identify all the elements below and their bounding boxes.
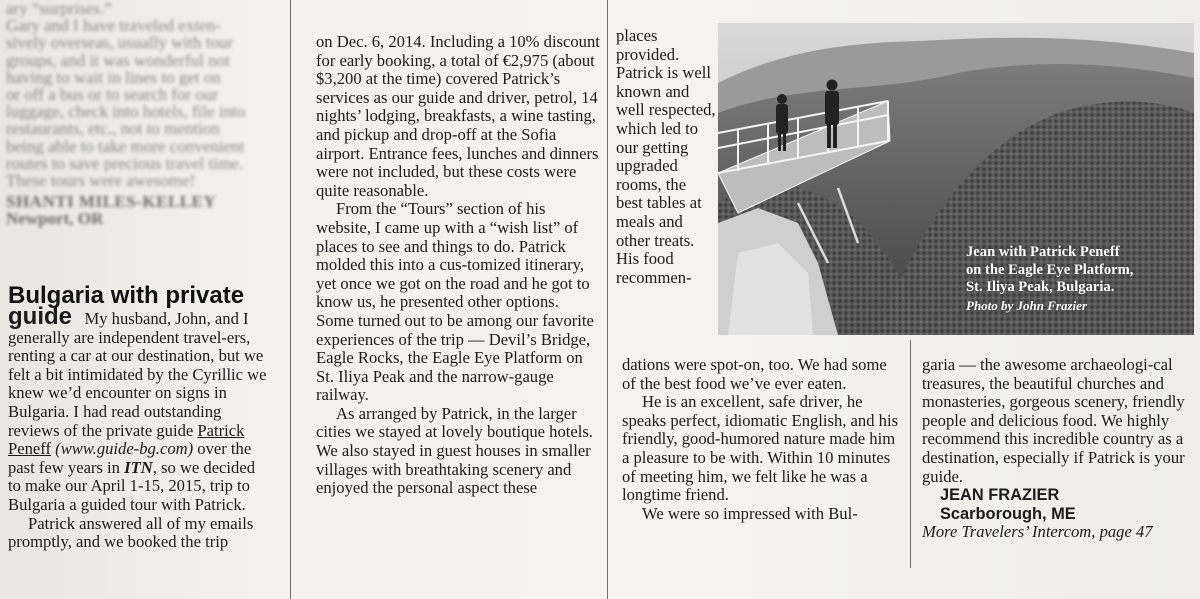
article-photo: [718, 23, 1194, 335]
previous-letter-line: These tours were awesome!: [6, 172, 196, 190]
body-paragraph: From the “Tours” section of his website, I came up with a “wish list” of places to see and things to do. Patrick molded this into a cus-tomized itinerary, yet once we got on the road and he got to know us, he presented other options. Some turned out to be among our favorite experiences of the trip — Devil’s Bridge, Eagle Rocks, the Eagle Eye Platform on St. Iliya Peak and the narrow-gauge railway.: [316, 199, 594, 405]
body-text: , so we decided to make our April 1-15, 2015, trip to Bulgaria a guided tour with Patrick.: [8, 457, 255, 514]
article-column-3: [622, 356, 900, 523]
previous-letter-line: ary “surprises.”: [6, 0, 112, 18]
body-text: My husband, John, and I generally are independent travel-ers, renting a car at our destination, but we felt a bit intimidated by the Cyrillic we knew we’d encounter on signs in Bulgaria. I had read outstanding reviews of the private guide: [8, 309, 267, 440]
photo-credit: Photo by John Frazier: [966, 297, 1087, 313]
previous-signature-location: Newport, OR: [6, 210, 104, 228]
article-headline-continued: guide: [8, 303, 72, 330]
previous-signature-name: SHANTI MILES-KELLEY: [6, 193, 217, 211]
more-link-text: More Travelers’ Intercom, page 47: [922, 522, 1153, 542]
body-paragraph: dations were spot-on, too. We had some of the best food we’ve ever eaten.: [622, 355, 887, 393]
guide-name-link[interactable]: Patrick Peneff: [8, 420, 245, 459]
body-paragraph: As arranged by Patrick, in the larger cities we stayed at lovely boutique hotels. We also stayed in guest houses in smaller villages with breathtaking scenery and enjoyed the personal aspect these: [316, 403, 593, 498]
article-column-1: [8, 283, 270, 552]
previous-letter-line: or off a bus or to search for our: [6, 86, 219, 104]
previous-letter: [6, 0, 278, 228]
caption-line: on the Eagle Eye Platform,: [966, 261, 1134, 278]
body-text: over the past few years in: [8, 439, 252, 477]
body-paragraph: We were so impressed with Bul-: [642, 503, 858, 523]
previous-letter-line: groups, and it was wonderful not: [6, 51, 230, 69]
previous-letter-line: routes to save precious travel time.: [6, 154, 243, 173]
article-column-2: [316, 33, 600, 498]
photo-caption: [966, 244, 1194, 314]
column-divider: [910, 340, 911, 568]
body-paragraph: places provided. Patrick is well known and well respected, which led to our getting upgraded rooms, the best tables at meals and other treats. His food recommen-: [616, 26, 716, 287]
guide-website: (www.guide-bg.com): [55, 439, 194, 459]
previous-letter-line: being able to take more convenient: [6, 137, 245, 155]
article-headline: Bulgaria with private: [8, 282, 245, 309]
caption-line: Jean with Patrick Peneff: [966, 244, 1120, 260]
previous-letter-line: restaurants, etc., not to mention: [6, 120, 220, 138]
signature-name: JEAN FRAZIER: [940, 486, 1060, 505]
magazine-name: ITN: [124, 457, 153, 477]
previous-letter-line: luggage, check into hotels, file into: [6, 103, 246, 121]
signature-location: Scarborough, ME: [940, 504, 1076, 523]
previous-letter-line: sively overseas, usually with tour: [6, 34, 234, 52]
column-divider: [290, 0, 291, 599]
article-column-4: [922, 356, 1194, 542]
body-paragraph: on Dec. 6, 2014. Including a 10% discount for early booking, a total of €2,975 (about $3,200 at the time) covered Patrick’s services as our guide and driver, petrol, 14 nights’ lodging, breakfasts, a wine tasting, and pickup and drop-off at the Sofia airport. Entrance fees, lunches and dinners were not included, but these costs were quite reasonable.: [316, 32, 600, 200]
body-paragraph: He is an excellent, safe driver, he speaks perfect, idiomatic English, and his friendly, good-humored nature made him a pleasure to be with. Within 10 minutes of meeting him, we felt like he was a longtime friend.: [622, 392, 899, 505]
body-paragraph: garia — the awesome archaeologi-cal treasures, the beautiful churches and monasteries, gorgeous scenery, friendly people and delicious food. We highly recommend this incredible country as a destination, especially if Patrick is your guide.: [922, 355, 1185, 486]
previous-letter-line: having to wait in lines to get on: [6, 68, 221, 87]
body-paragraph: Patrick answered all of my emails promptly, and we booked the trip: [8, 513, 254, 552]
article-column-3-narrow: [616, 27, 716, 287]
column-divider: [607, 0, 608, 599]
caption-line: St. Iliya Peak, Bulgaria.: [966, 279, 1115, 296]
previous-letter-line: Gary and I have traveled exten-: [6, 17, 221, 35]
